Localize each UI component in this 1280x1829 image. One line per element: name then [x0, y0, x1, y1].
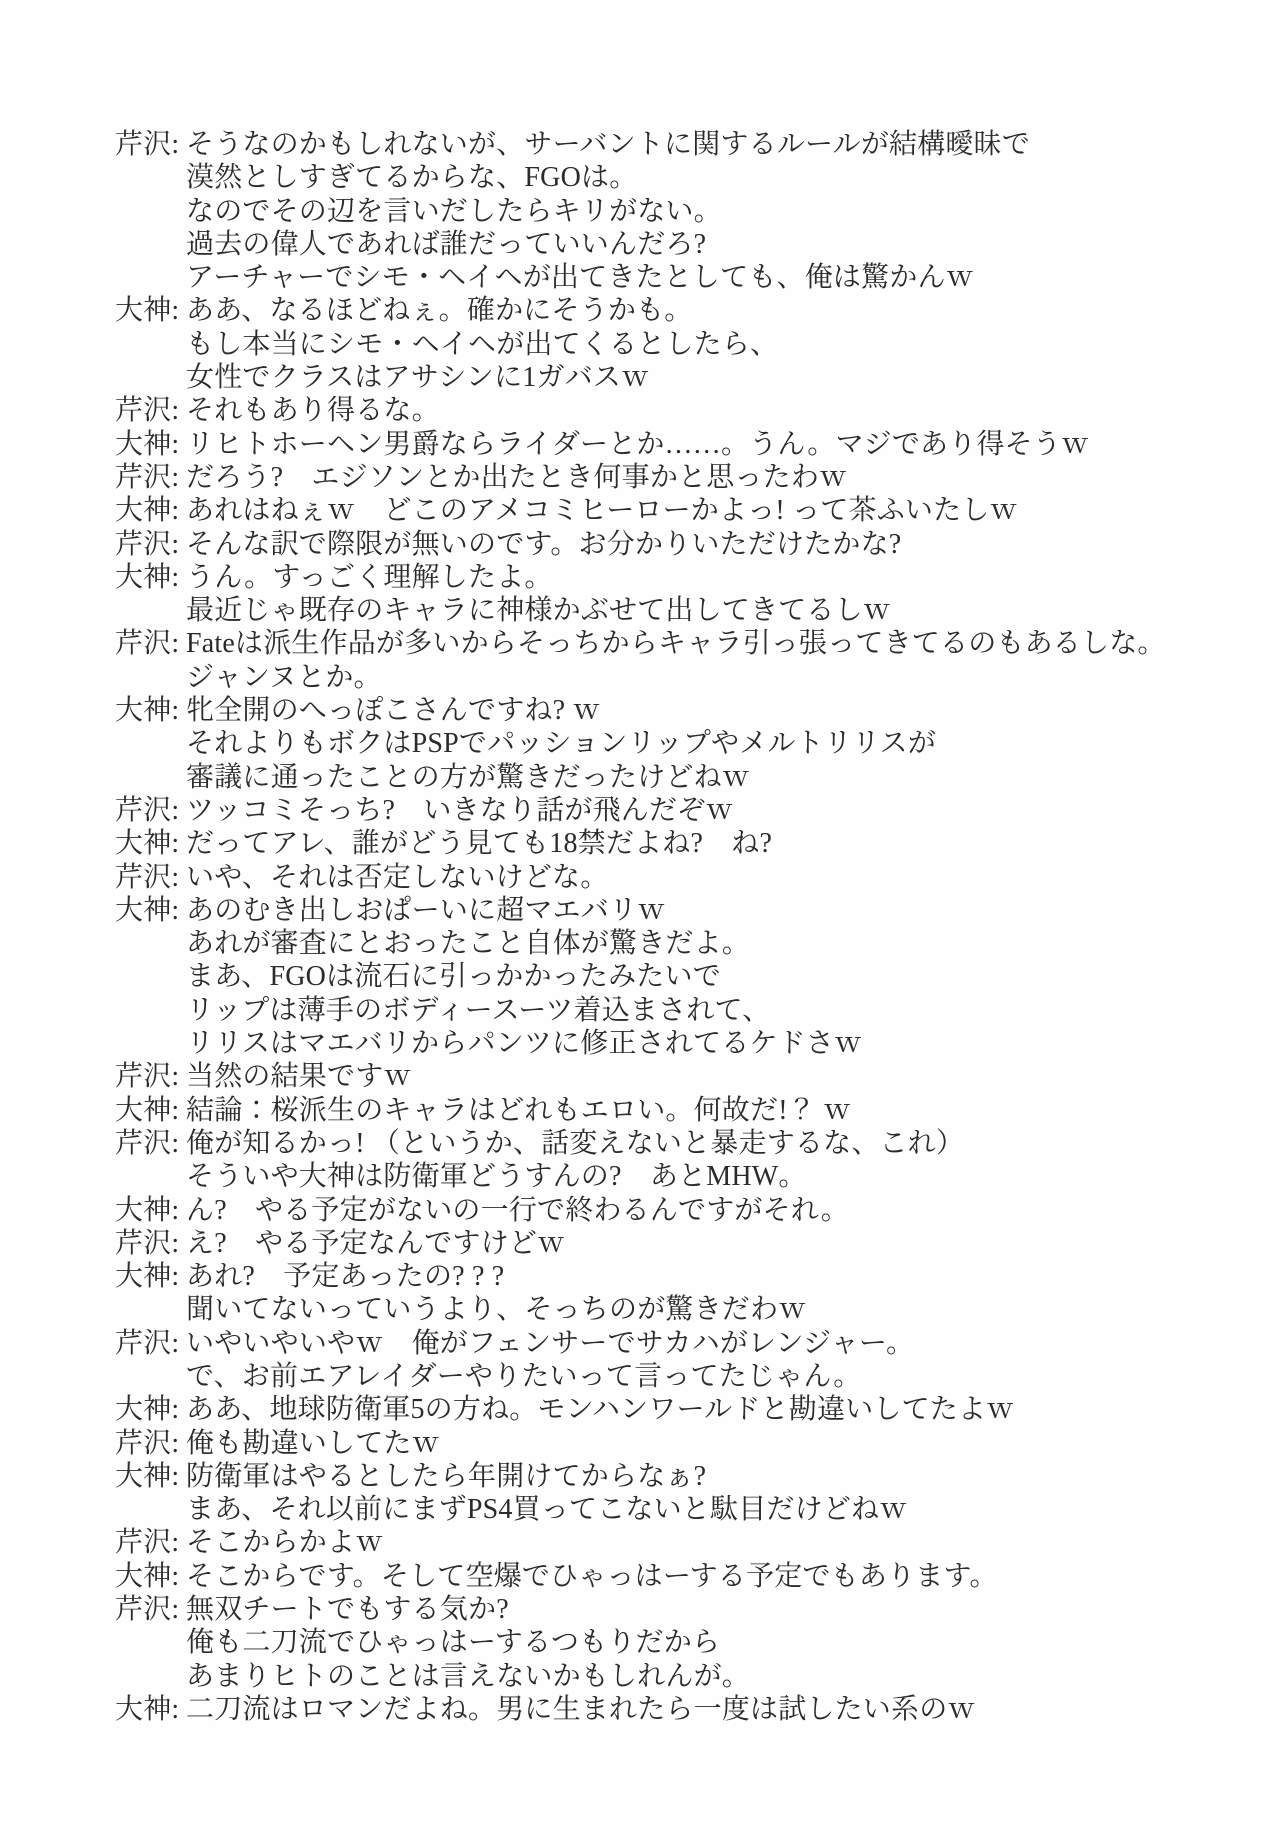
speaker-label: 芹沢: — [115, 1594, 180, 1626]
dialogue-line: 女性でクラスはアサシンに1ガバスｗ — [186, 362, 650, 394]
dialogue-line: 当然の結果ですｗ — [186, 1061, 412, 1093]
dialogue-line: いやいやいやｗ 俺がフェンサーでサカハがレンジャー。 — [186, 1327, 915, 1359]
dialogue-entry — [115, 1060, 1260, 1093]
dialogue-line: それよりもボクはPSPでパッションリップやメルトリリスが — [186, 728, 937, 760]
dialogue-lines — [186, 1260, 1260, 1327]
dialogue-line: あのむき出しおぱーいに超マエバリｗ — [186, 894, 666, 926]
dialogue-line: リヒトホーヘン男爵ならライダーとか……。うん。マジであり得そうｗ — [186, 428, 1090, 460]
dialogue-line: え? やる予定なんですけどｗ — [186, 1227, 566, 1259]
dialogue-line: それもあり得るな。 — [186, 395, 440, 427]
dialogue-entry — [115, 1460, 1260, 1527]
dialogue-line: そんな訳で際限が無いのです。お分かりいただけたかな? — [186, 528, 902, 560]
speaker-label: 大神: — [115, 295, 180, 327]
dialogue-transcript — [115, 128, 1260, 1726]
speaker-label: 大神: — [115, 1261, 180, 1293]
dialogue-line: 防衛軍はやるとしたら年開けてからなぁ? — [186, 1460, 707, 1492]
dialogue-lines — [186, 1127, 1260, 1194]
speaker-label: 大神: — [115, 894, 180, 926]
speaker-label: 大神: — [115, 1693, 180, 1725]
dialogue-entry — [115, 1227, 1260, 1260]
speaker-label: 芹沢: — [115, 861, 180, 893]
dialogue-lines — [186, 528, 1260, 561]
dialogue-entry — [115, 794, 1260, 827]
speaker-label: 大神: — [115, 695, 180, 727]
dialogue-line: 聞いてないっていうより、そっちのが驚きだわｗ — [186, 1294, 807, 1326]
dialogue-lines — [186, 394, 1260, 427]
speaker-label: 芹沢: — [115, 528, 180, 560]
dialogue-line: ああ、地球防衛軍5の方ね。モンハンワールドと勘違いしてたよｗ — [186, 1394, 1015, 1426]
dialogue-line: リリスはマエバリからパンツに修正されてるケドさｗ — [186, 1028, 863, 1060]
dialogue-line: もし本当にシモ・ヘイヘが出てくるとしたら、 — [186, 328, 779, 360]
speaker-label: 大神: — [115, 1094, 180, 1126]
speaker-label: 大神: — [115, 561, 180, 593]
dialogue-line: あまりヒトのことは言えないかもしれんが。 — [186, 1660, 751, 1692]
dialogue-line: なのでその辺を言いだしたらキリがない。 — [186, 195, 722, 227]
dialogue-entry — [115, 561, 1260, 628]
dialogue-line: アーチャーでシモ・ヘイヘが出てきたとしても、俺は驚かんｗ — [186, 262, 974, 294]
dialogue-lines — [186, 1094, 1260, 1127]
dialogue-entry — [115, 1526, 1260, 1559]
dialogue-entry — [115, 861, 1260, 894]
dialogue-entry — [115, 1094, 1260, 1127]
speaker-label: 大神: — [115, 1460, 180, 1492]
dialogue-lines — [186, 694, 1260, 794]
dialogue-line: そうなのかもしれないが、サーバントに関するルールが結構曖昧で — [186, 129, 1031, 160]
speaker-label: 芹沢: — [115, 628, 180, 660]
dialogue-lines — [186, 1593, 1260, 1693]
dialogue-line: だろう? エジソンとか出たとき何事かと思ったわｗ — [186, 461, 848, 493]
dialogue-lines — [186, 294, 1260, 394]
dialogue-line: だってアレ、誰がどう見ても18禁だよね? ね? — [186, 828, 773, 860]
dialogue-lines — [186, 1693, 1260, 1726]
dialogue-lines — [186, 1060, 1260, 1093]
dialogue-line: 俺が知るかっ! （というか、話変えないと暴走するな、これ） — [186, 1127, 965, 1159]
dialogue-entry — [115, 827, 1260, 860]
speaker-label: 大神: — [115, 1394, 180, 1426]
dialogue-line: そこからです。そして空爆でひゃっはーする予定でもあります。 — [186, 1560, 998, 1592]
speaker-label: 大神: — [115, 828, 180, 860]
dialogue-line: 結論：桜派生のキャラはどれもエロい。何故だ!？ ｗ — [186, 1094, 852, 1126]
speaker-label: 芹沢: — [115, 1061, 180, 1093]
speaker-label: 大神: — [115, 495, 180, 527]
dialogue-line: 俺も勘違いしてたｗ — [186, 1427, 440, 1459]
dialogue-lines — [186, 428, 1260, 461]
dialogue-line: 俺も二刀流でひゃっはーするつもりだから — [186, 1627, 721, 1659]
dialogue-line: あれはねぇｗ どこのアメコミヒーローかよっ! って茶ふいたしｗ — [186, 495, 1018, 527]
dialogue-entry — [115, 428, 1260, 461]
dialogue-lines — [186, 1327, 1260, 1394]
dialogue-entry — [115, 1194, 1260, 1227]
dialogue-entry — [115, 894, 1260, 1060]
dialogue-entry — [115, 694, 1260, 794]
dialogue-line: 過去の偉人であれば誰だっていいんだろ? — [186, 228, 707, 260]
dialogue-entry — [115, 1693, 1260, 1726]
dialogue-lines — [186, 128, 1260, 294]
dialogue-entry — [115, 1427, 1260, 1460]
dialogue-line: そういや大神は防衛軍どうすんの? あとMHW。 — [186, 1161, 807, 1193]
dialogue-line: 牝全開のへっぽこさんですね? ｗ — [186, 695, 601, 727]
dialogue-lines — [186, 627, 1260, 694]
dialogue-lines — [186, 1560, 1260, 1593]
dialogue-entry — [115, 1260, 1260, 1327]
speaker-label: 大神: — [115, 1560, 180, 1592]
dialogue-lines — [186, 1427, 1260, 1460]
dialogue-line: ツッコミそっち? いきなり話が飛んだぞｗ — [186, 794, 734, 826]
dialogue-line: ジャンヌとか。 — [186, 661, 382, 693]
dialogue-entry — [115, 528, 1260, 561]
speaker-label: 芹沢: — [115, 1127, 180, 1159]
dialogue-lines — [186, 494, 1260, 527]
dialogue-line: で、お前エアレイダーやりたいって言ってたじゃん。 — [186, 1360, 862, 1392]
dialogue-line: うん。すっごく理解したよ。 — [186, 561, 553, 593]
speaker-label: 芹沢: — [115, 1327, 180, 1359]
dialogue-line: Fateは派生作品が多いからそっちからキャラ引っ張ってきてるのもあるしな。 — [186, 628, 1166, 660]
dialogue-lines — [186, 461, 1260, 494]
speaker-label: 芹沢: — [115, 1527, 180, 1559]
dialogue-lines — [186, 861, 1260, 894]
speaker-label: 芹沢: — [115, 395, 180, 427]
dialogue-line: 審議に通ったことの方が驚きだったけどねｗ — [186, 761, 751, 793]
dialogue-line: まあ、それ以前にまずPS4買ってこないと駄目だけどねｗ — [186, 1494, 908, 1526]
speaker-label: 芹沢: — [115, 461, 180, 493]
dialogue-line: あれが審査にとおったこと自体が驚きだよ。 — [186, 928, 751, 960]
dialogue-entry — [115, 1560, 1260, 1593]
dialogue-line: あれ? 予定あったの? ? ? — [186, 1261, 505, 1293]
dialogue-line: ん? やる予定がないの一行で終わるんですがそれ。 — [186, 1194, 849, 1226]
dialogue-entry — [115, 461, 1260, 494]
dialogue-lines — [186, 1526, 1260, 1559]
speaker-label: 大神: — [115, 1194, 180, 1226]
speaker-label: 大神: — [115, 428, 180, 460]
dialogue-lines — [186, 827, 1260, 860]
dialogue-entry — [115, 1393, 1260, 1426]
dialogue-line: リップは薄手のボディースーツ着込まされて、 — [186, 994, 771, 1026]
dialogue-lines — [186, 1194, 1260, 1227]
dialogue-entry — [115, 627, 1260, 694]
dialogue-lines — [186, 561, 1260, 628]
dialogue-lines — [186, 1227, 1260, 1260]
speaker-label: 芹沢: — [115, 1227, 180, 1259]
dialogue-entry — [115, 294, 1260, 394]
dialogue-line: 漠然としすぎてるからな、FGOは。 — [186, 162, 638, 194]
dialogue-lines — [186, 1460, 1260, 1527]
dialogue-lines — [186, 1393, 1260, 1426]
dialogue-entry — [115, 494, 1260, 527]
dialogue-entry — [115, 1327, 1260, 1394]
dialogue-entry — [115, 394, 1260, 427]
dialogue-line: そこからかよｗ — [186, 1527, 384, 1559]
dialogue-entry — [115, 1127, 1260, 1194]
dialogue-line: まあ、FGOは流石に引っかかったみたいで — [186, 961, 721, 993]
dialogue-entry — [115, 1593, 1260, 1693]
dialogue-line: 二刀流はロマンだよね。男に生まれたら一度は試したい系のｗ — [186, 1693, 976, 1725]
dialogue-line: 最近じゃ既存のキャラに神様かぶせて出してきてるしｗ — [186, 595, 892, 627]
speaker-label: 芹沢: — [115, 1427, 180, 1459]
dialogue-entry — [115, 128, 1260, 294]
dialogue-line: 無双チートでもする気か? — [186, 1594, 509, 1626]
dialogue-line: ああ、なるほどねぇ。確かにそうかも。 — [186, 295, 693, 327]
dialogue-lines — [186, 894, 1260, 1060]
speaker-label: 芹沢: — [115, 794, 180, 826]
dialogue-lines — [186, 794, 1260, 827]
dialogue-line: いや、それは否定しないけどな。 — [186, 861, 609, 893]
speaker-label: 芹沢: — [115, 129, 180, 160]
